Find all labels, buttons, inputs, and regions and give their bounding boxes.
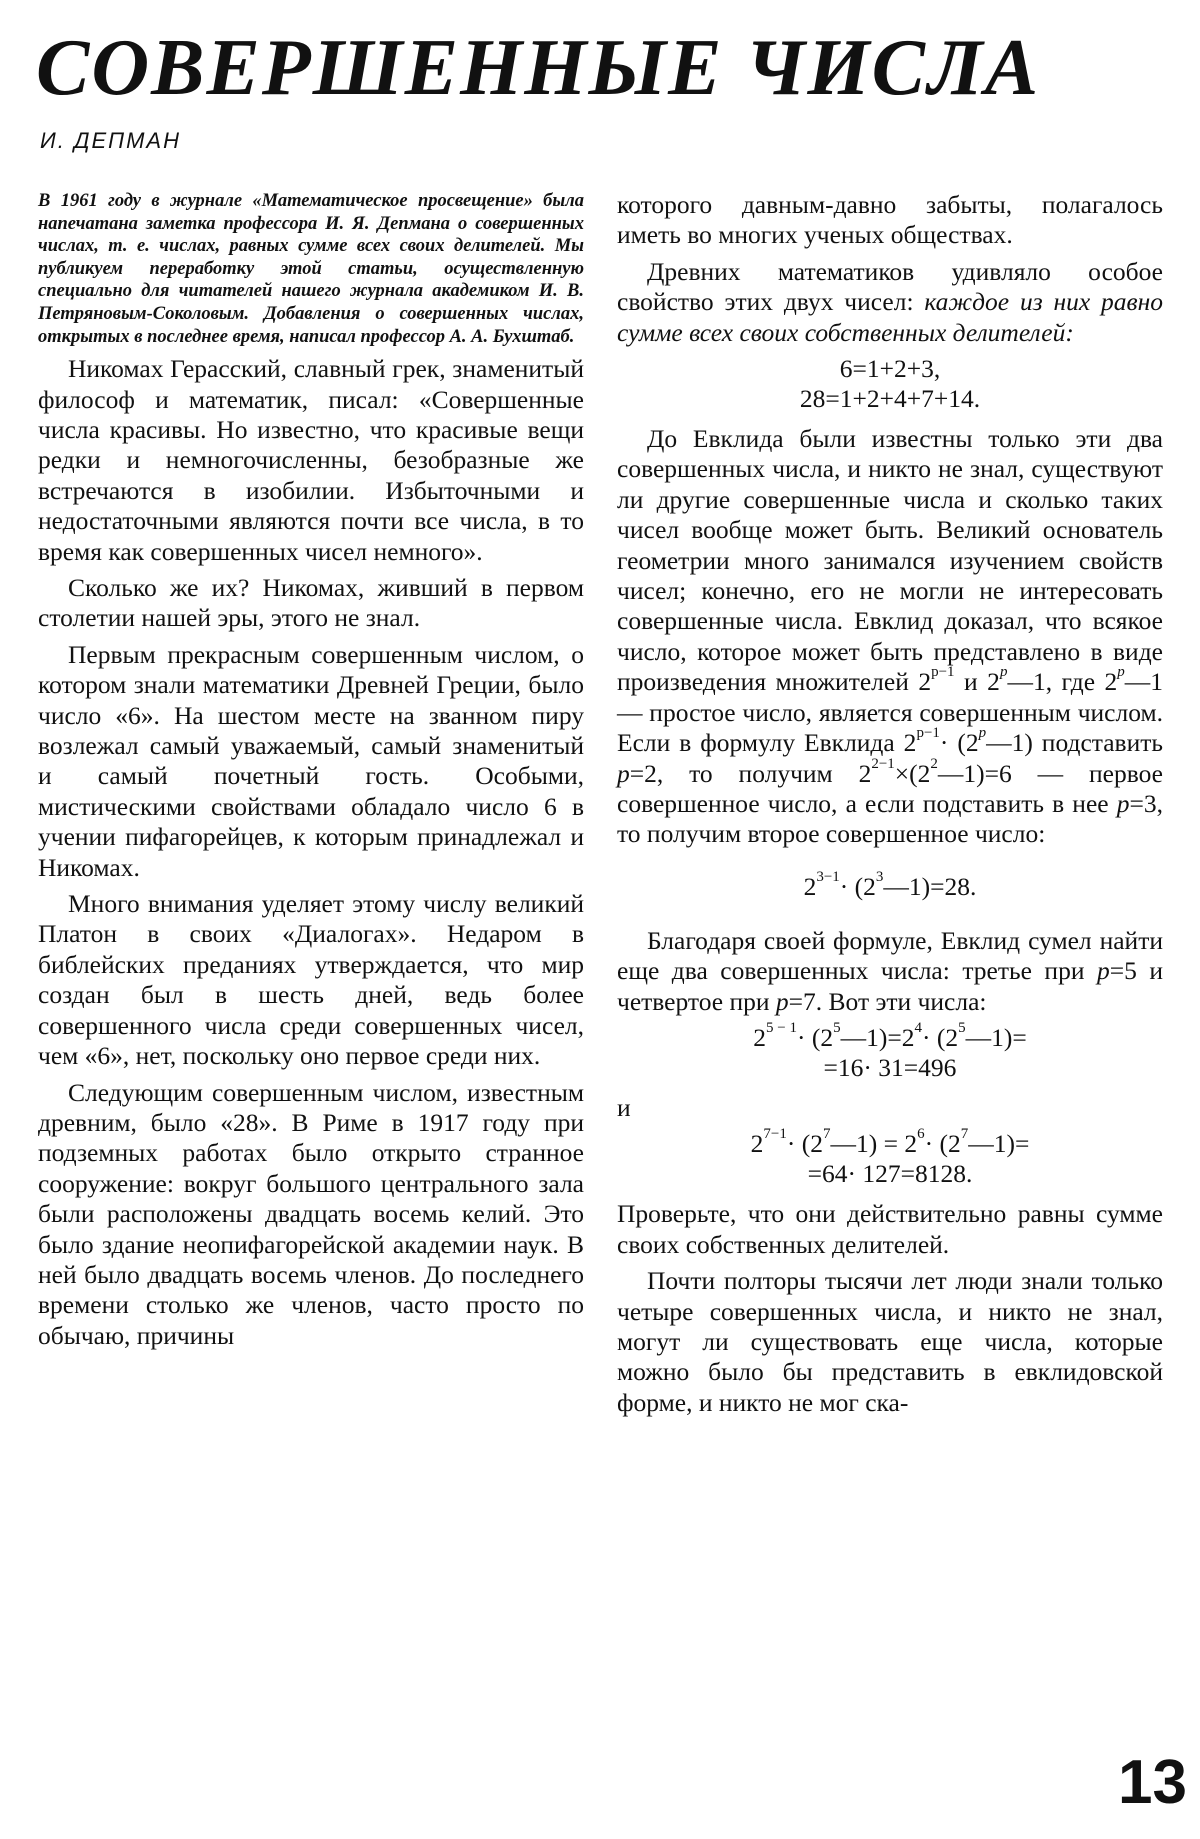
conjunction: и: [617, 1092, 631, 1122]
page-number: 13: [1118, 1748, 1187, 1817]
formula-block: [617, 868, 1163, 902]
equation: $2^{7-1}\cdot$ $(2^7—1) = 2^6\cdot$ $(2^7—1)=$: [750, 1126, 1030, 1159]
equation: 28=1+2+4+7+14.: [799, 384, 981, 414]
paragraph: Первым прекрасным совершенным числом, о котором знали математики Древней Греции, было число «6». На шестом месте на званном пиру возлежал самый уважаемый, самый знаменитый и самый почетный гость. Особыми, мистическими свойствами обладало число 6 в учении пифагорейцев, к которым принадлежал и Никомах.: [38, 639, 584, 882]
formula-block: [617, 354, 1163, 414]
formula-block: [617, 1019, 1163, 1083]
right-column: [617, 190, 1163, 1424]
paragraph: Много внимания уделяет этому числу великий Платон в своих «Диалогах». Недаром в библейских преданиях утверждается, что мир создан был в шесть дней, ведь более совершенного числа среди совершенных чисел, чем «6», нет, поскольку оно первое среди них.: [38, 889, 584, 1071]
equation: 6=1+2+3,: [839, 354, 941, 384]
article-title: СОВЕРШЕННЫЕ ЧИСЛА: [36, 24, 1041, 112]
editorial-intro: В 1961 году в журнале «Математическое просвещение» была напечатана заметка профессора И. Я. Депмана о совершенных числах, т. е. числах, равных сумме всех своих делителей. Мы публикуем переработку этой статьи, осуществленную специально для читателей нашего журнала академиком И. В. Петряновым-Соколовым. Добавления о совершенных числах, открытых в последнее время, написал профессор А. А. Бухштаб.: [38, 191, 584, 347]
paragraph: Благодаря своей формуле, Евклид сумел найти еще два совершенных числа: третье при p=5 и четвертое при p=7. Вот эти числа:: [617, 925, 1164, 1016]
paragraph: Сколько же их? Никомах, живший в первом столетии нашей эры, этого не знал.: [38, 573, 584, 633]
paragraph: До Евклида были известны только эти два совершенных числа, и никто не знал, существуют ли другие совершенные числа и сколько таких чисел вообще может быть. Великий основатель геометрии много занимался изучением свойств чисел; конечно, его не могли не интересовать совершенные числа. Евклид доказал, что всякое число, которое может быть представлено в виде произведения множителей $2^{p-1}$ и 2$^p$—1, где 2$^p$—1 — простое число, является совершенным числом. Если в формулу Евклида $2^{p-1}\cdot$ $(2^p—1)$ подставить p=2, то получим $2^{2-1}\times(2^2—1)=6$ — первое совершенное число, а если подставить в нее p=3, то получим второе совершенное число:: [617, 424, 1164, 849]
formula-block: [617, 1126, 1163, 1189]
equation: $2^{5 - 1}\cdot$ $(2^5—1)=2^4\cdot$ $(2^5—1)=$: [753, 1019, 1027, 1052]
left-column: [38, 190, 584, 1357]
emphasis: каждое из них равно сумме всех своих собственных делителей:: [617, 287, 1164, 347]
paragraph: Никомах Герасский, славный грек, знаменитый философ и математик, писал: «Совершенные числа красивы. Но известно, что красивые вещи редки и немногочисленны, безобразные же встречаются в изобилии. Избыточными и недостаточными являются почти все числа, в то время как совершенных чисел немного».: [38, 354, 584, 566]
equation: $2^{3-1}\cdot$ $(2^3—1)=28$.: [803, 868, 977, 901]
paragraph: Следующим совершенным числом, известным древним, было «28». В Риме в 1917 году при подземных работах было открыто странное сооружение: вокруг большого центрального зала были расположены двадцать восемь келий. Это было здание неопифагорейской академии наук. В ней было двадцать восемь членов. До последнего времени столько же членов, часто просто по обычаю, причины: [38, 1077, 584, 1350]
equation: =64· 127=8128.: [807, 1159, 973, 1189]
paragraph: Проверьте, что они действительно равны сумме своих собственных делителей.: [617, 1199, 1163, 1259]
article-author: И. ДЕПМАН: [40, 128, 181, 153]
paragraph: Почти полторы тысячи лет люди знали только четыре совершенных числа, и никто не знал, могут ли существовать еще числа, которые можно было бы представить в евклидовской форме, и никто не мог ска-: [617, 1266, 1163, 1417]
equation: =16· 31=496: [823, 1052, 957, 1082]
paragraph: Древних математиков удивляло особое свойство этих двух чисел: каждое из них равно сумме всех своих собственных делителей:: [617, 256, 1164, 347]
paragraph: которого давным-давно забыты, полагалось иметь во многих ученых обществах.: [617, 190, 1163, 250]
